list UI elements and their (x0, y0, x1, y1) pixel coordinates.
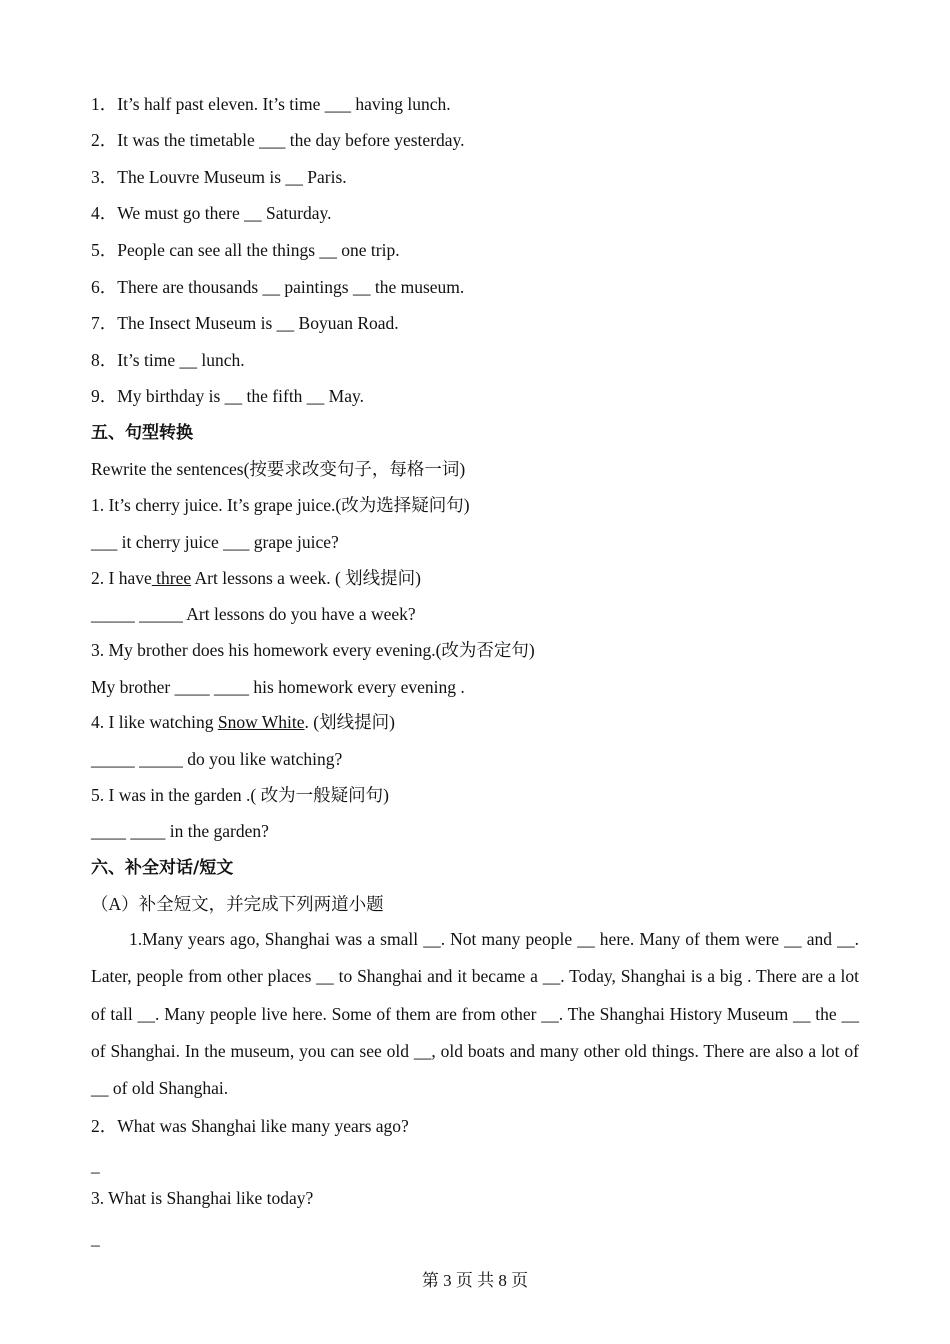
underlined-word: Snow White (217, 712, 305, 732)
question-4: 4．We must go there __ Saturday. (91, 203, 332, 223)
comprehension-question-2: 2．What was Shanghai like many years ago? (91, 1116, 409, 1136)
question-2: 2．It was the timetable ___ the day before yesterday. (91, 130, 465, 150)
rewrite-question-5: 5. I was in the garden .( 改为一般疑问句) (91, 785, 389, 805)
reading-passage: 1.Many years ago, Shanghai was a small __. Not many people __ here. Many of them were __ and __. Later, people from other places __ to Shanghai and it became a __. Today, Shanghai is a big . There are a lot of tall __. Many people live here. Some of them are from other __. The Shanghai History Museum __ the __ of Shanghai. In the museum, you can see old __, old boats and many other old things. There are also a lot of __ of old Shanghai. (91, 929, 859, 1099)
text: Art lessons a week. ( 划线提问) (191, 568, 422, 588)
answer-blank-3: _ (91, 1228, 100, 1248)
text: . (划线提问) (304, 712, 395, 732)
answer-blank-2: _ (91, 1155, 100, 1175)
rewrite-answer-4: _____ _____ do you like watching? (91, 749, 343, 769)
question-8: 8．It’s time __ lunch. (91, 350, 245, 370)
rewrite-question-1: 1. It’s cherry juice. It’s grape juice.(改为选择疑问句) (91, 495, 470, 515)
page-number-footer: 第 3 页 共 8 页 (421, 1271, 529, 1290)
question-9: 9．My birthday is __ the fifth __ May. (91, 386, 365, 406)
section-heading: 六、补全对话/短文 (91, 858, 234, 878)
rewrite-answer-5: ____ ____ in the garden? (91, 821, 269, 841)
section-instruction: Rewrite the sentences(按要求改变句子，每格一词) (91, 459, 466, 479)
question-1: 1．It’s half past eleven. It’s time ___ having lunch. (91, 94, 451, 114)
comprehension-question-3: 3. What is Shanghai like today? (91, 1188, 314, 1208)
rewrite-answer-3: My brother ____ ____ his homework every evening . (91, 677, 465, 697)
rewrite-answer-2: _____ _____ Art lessons do you have a week? (91, 604, 416, 624)
part-a-instruction: （A）补全短文，并完成下列两道小题 (91, 894, 384, 914)
question-5: 5．People can see all the things __ one trip. (91, 240, 400, 260)
question-6: 6．There are thousands __ paintings __ the museum. (91, 277, 465, 297)
text: 2. I have (91, 568, 152, 588)
section-heading: 五、句型转换 (91, 423, 193, 443)
question-3: 3．The Louvre Museum is __ Paris. (91, 167, 347, 187)
question-7: 7．The Insect Museum is __ Boyuan Road. (91, 313, 399, 333)
rewrite-question-2 (91, 567, 421, 589)
rewrite-question-4 (91, 711, 395, 733)
rewrite-answer-1: ___ it cherry juice ___ grape juice? (91, 532, 339, 552)
text: 4. I like watching (91, 712, 218, 732)
rewrite-question-3: 3. My brother does his homework every evening.(改为否定句) (91, 640, 535, 660)
underlined-word: three (151, 568, 192, 588)
